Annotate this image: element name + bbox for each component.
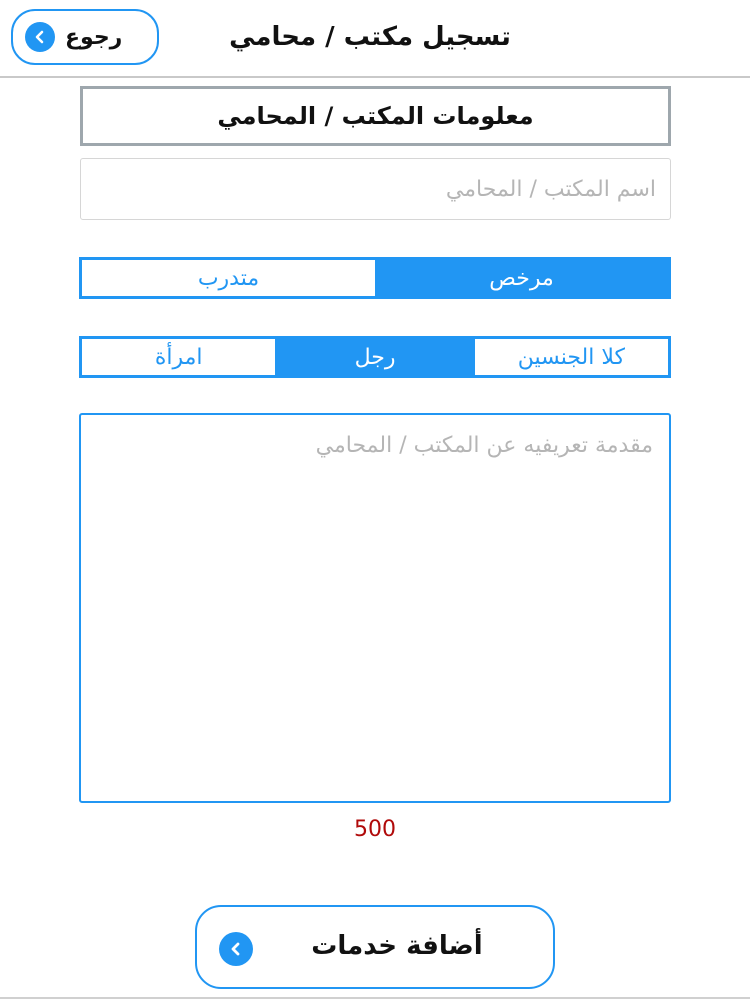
segment-option-male[interactable]: رجل [278,339,474,375]
nav-bar [0,0,750,78]
segment-option-licensed[interactable]: مرخص [375,260,668,296]
intro-textarea[interactable] [79,413,671,803]
segment-option-both-genders[interactable]: كلا الجنسين [475,339,668,375]
add-services-button[interactable] [195,905,555,989]
chevron-left-icon [219,932,253,966]
add-services-label: أضافة خدمات [311,931,483,961]
char-counter: 500 [354,817,396,842]
office-name-input[interactable] [80,158,671,220]
back-button[interactable] [11,9,159,65]
section-title: معلومات المكتب / المحامي [80,86,671,146]
gender-segment [79,336,671,378]
chevron-left-icon [25,22,55,52]
page-title: تسجيل مكتب / محامي [229,22,511,52]
bottom-divider [0,997,750,999]
back-button-label: رجوع [65,24,123,50]
segment-option-trainee[interactable]: متدرب [82,260,375,296]
segment-option-female[interactable]: امرأة [82,339,278,375]
license-status-segment [79,257,671,299]
